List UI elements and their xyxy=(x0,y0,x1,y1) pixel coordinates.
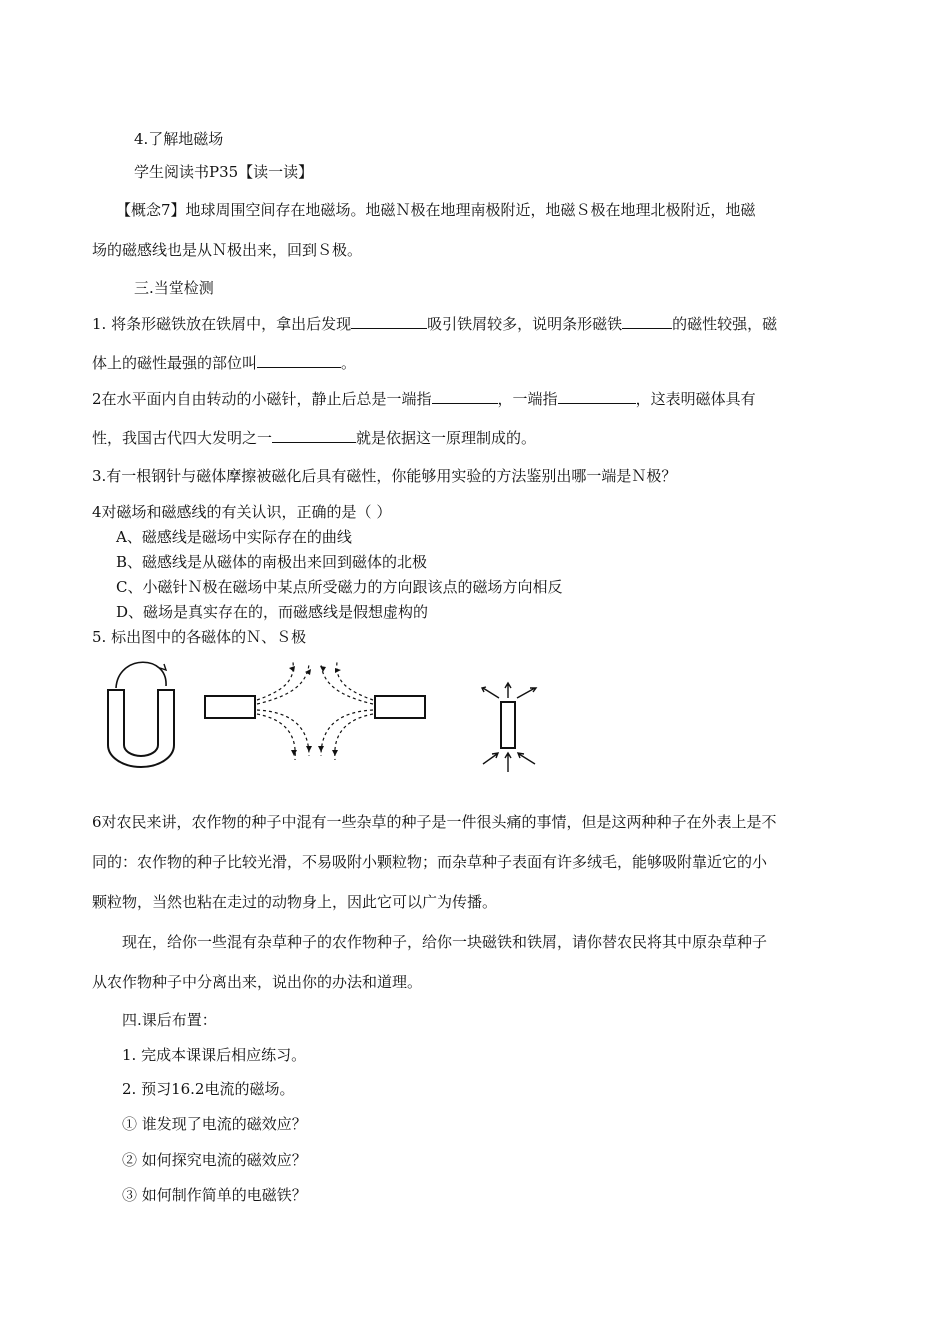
field-arrow xyxy=(306,746,312,752)
question-2-line2 xyxy=(92,427,536,448)
u-magnet-shape xyxy=(108,690,174,767)
concept-7-line1: 【概念7】地球周围空间存在地磁场。地磁Ｎ极在地理南极附近，地磁Ｓ极在地理北极附近，地磁 xyxy=(116,201,756,219)
question-4-option-b: B、磁感线是从磁体的南极出来回到磁体的北极 xyxy=(116,553,428,571)
q1-text-e: 。 xyxy=(341,354,357,372)
question-6-line4: 现在，给你一些混有杂草种子的农作物种子，给你一块磁铁和铁屑，请你替农民将其中原杂草种子 xyxy=(122,933,768,951)
q2-blank-3[interactable] xyxy=(272,427,356,443)
vertical-bar-magnet-figure xyxy=(475,680,555,776)
bar-magnets-facing-figure xyxy=(205,660,425,770)
field-arrow xyxy=(517,688,536,698)
field-arrow xyxy=(318,746,324,752)
field-line xyxy=(321,664,373,704)
q2-text-d: 性，我国古代四大发明之一 xyxy=(92,429,273,447)
q1-text-a: 1. 将条形磁铁放在铁屑中，拿出后发现 xyxy=(92,315,352,333)
field-line xyxy=(257,710,309,756)
field-arrow xyxy=(483,753,498,764)
q1-blank-2[interactable] xyxy=(622,313,672,329)
after-item-3: ① 谁发现了电流的磁效应？ xyxy=(122,1115,307,1133)
q2-blank-1[interactable] xyxy=(432,388,498,404)
field-arrow xyxy=(289,666,295,672)
section3-heading: 三.当堂检测 xyxy=(134,279,214,297)
field-line xyxy=(257,664,309,704)
field-arrow xyxy=(305,669,311,675)
field-arrow xyxy=(505,683,511,698)
field-arrow xyxy=(518,753,535,764)
question-4-option-d: D、磁场是真实存在的，而磁感线是假想虚构的 xyxy=(116,603,429,621)
q2-text-c: ，这表明磁体具有 xyxy=(635,390,756,408)
left-bar-magnet xyxy=(205,696,255,718)
u-magnet-field-line xyxy=(116,662,166,688)
q1-text-b: 吸引铁屑较多，说明条形磁铁 xyxy=(427,315,623,333)
question-6-line1: 6对农民来讲，农作物的种子中混有一些杂草的种子是一件很头痛的事情，但是这两种种子在外表上是不 xyxy=(92,813,777,831)
q2-text-b: ，一端指 xyxy=(497,390,558,408)
q1-text-d: 体上的磁性最强的部位叫 xyxy=(92,354,258,372)
after-item-2: 2. 预习16.2电流的磁场。 xyxy=(122,1080,295,1098)
section-after-heading: 四.课后布置： xyxy=(122,1011,217,1029)
field-arrow xyxy=(482,687,499,698)
field-arrow xyxy=(505,753,511,772)
q2-blank-2[interactable] xyxy=(558,388,636,404)
question-2-line1 xyxy=(92,388,756,409)
question-6-line3: 颗粒物，当然也粘在走过的动物身上，因此它可以广为传播。 xyxy=(92,893,498,911)
question-4-option-c: C、小磁针Ｎ极在磁场中某点所受磁力的方向跟该点的磁场方向相反 xyxy=(116,578,563,596)
field-line xyxy=(321,710,373,756)
field-arrows xyxy=(289,666,341,756)
q1-blank-1[interactable] xyxy=(351,313,427,329)
vertical-magnet-field-arrows xyxy=(482,683,536,772)
u-magnet-figure xyxy=(100,660,190,770)
after-item-4: ② 如何探究电流的磁效应？ xyxy=(122,1151,307,1169)
field-arrow xyxy=(335,668,341,673)
field-arrow xyxy=(332,750,338,756)
field-lines-between-magnets xyxy=(257,662,373,760)
field-arrow xyxy=(291,750,297,756)
question-3: 3.有一根钢针与磁体摩擦被磁化后具有磁性，你能够用实验的方法鉴别出哪一端是Ｎ极？ xyxy=(92,467,677,485)
field-line xyxy=(337,662,373,700)
vertical-bar-magnet xyxy=(501,702,515,748)
question-1-line1 xyxy=(92,313,777,334)
question-1-line2 xyxy=(92,352,356,373)
reading-instruction: 学生阅读书P35【读一读】 xyxy=(134,163,314,181)
q2-text-a: 2在水平面内自由转动的小磁针，静止后总是一端指 xyxy=(92,390,432,408)
q1-blank-3[interactable] xyxy=(257,352,341,368)
concept-7-line2: 场的磁感线也是从Ｎ极出来，回到Ｓ极。 xyxy=(92,241,363,259)
section4-heading: 4.了解地磁场 xyxy=(134,130,224,148)
question-5: 5. 标出图中的各磁体的Ｎ、Ｓ极 xyxy=(92,628,307,646)
question-6-line2: 同的：农作物的种子比较光滑，不易吸附小颗粒物；而杂草种子表面有许多绒毛，能够吸附靠近它的小 xyxy=(92,853,768,871)
after-item-5: ③ 如何制作简单的电磁铁？ xyxy=(122,1186,307,1204)
field-line xyxy=(257,662,293,700)
question-4-stem: 4对磁场和磁感线的有关认识，正确的是（ ） xyxy=(92,503,392,521)
right-bar-magnet xyxy=(375,696,425,718)
q2-text-e: 就是依据这一原理制成的。 xyxy=(356,429,537,447)
question-4-option-a: A、磁感线是磁场中实际存在的曲线 xyxy=(116,528,352,546)
q1-text-c: 的磁性较强，磁 xyxy=(672,315,778,333)
field-line xyxy=(335,714,373,760)
field-line xyxy=(257,714,295,760)
field-arrow xyxy=(320,666,326,672)
question-6-line5: 从农作物种子中分离出来，说出你的办法和道理。 xyxy=(92,973,423,991)
after-item-1: 1. 完成本课课后相应练习。 xyxy=(122,1046,307,1064)
